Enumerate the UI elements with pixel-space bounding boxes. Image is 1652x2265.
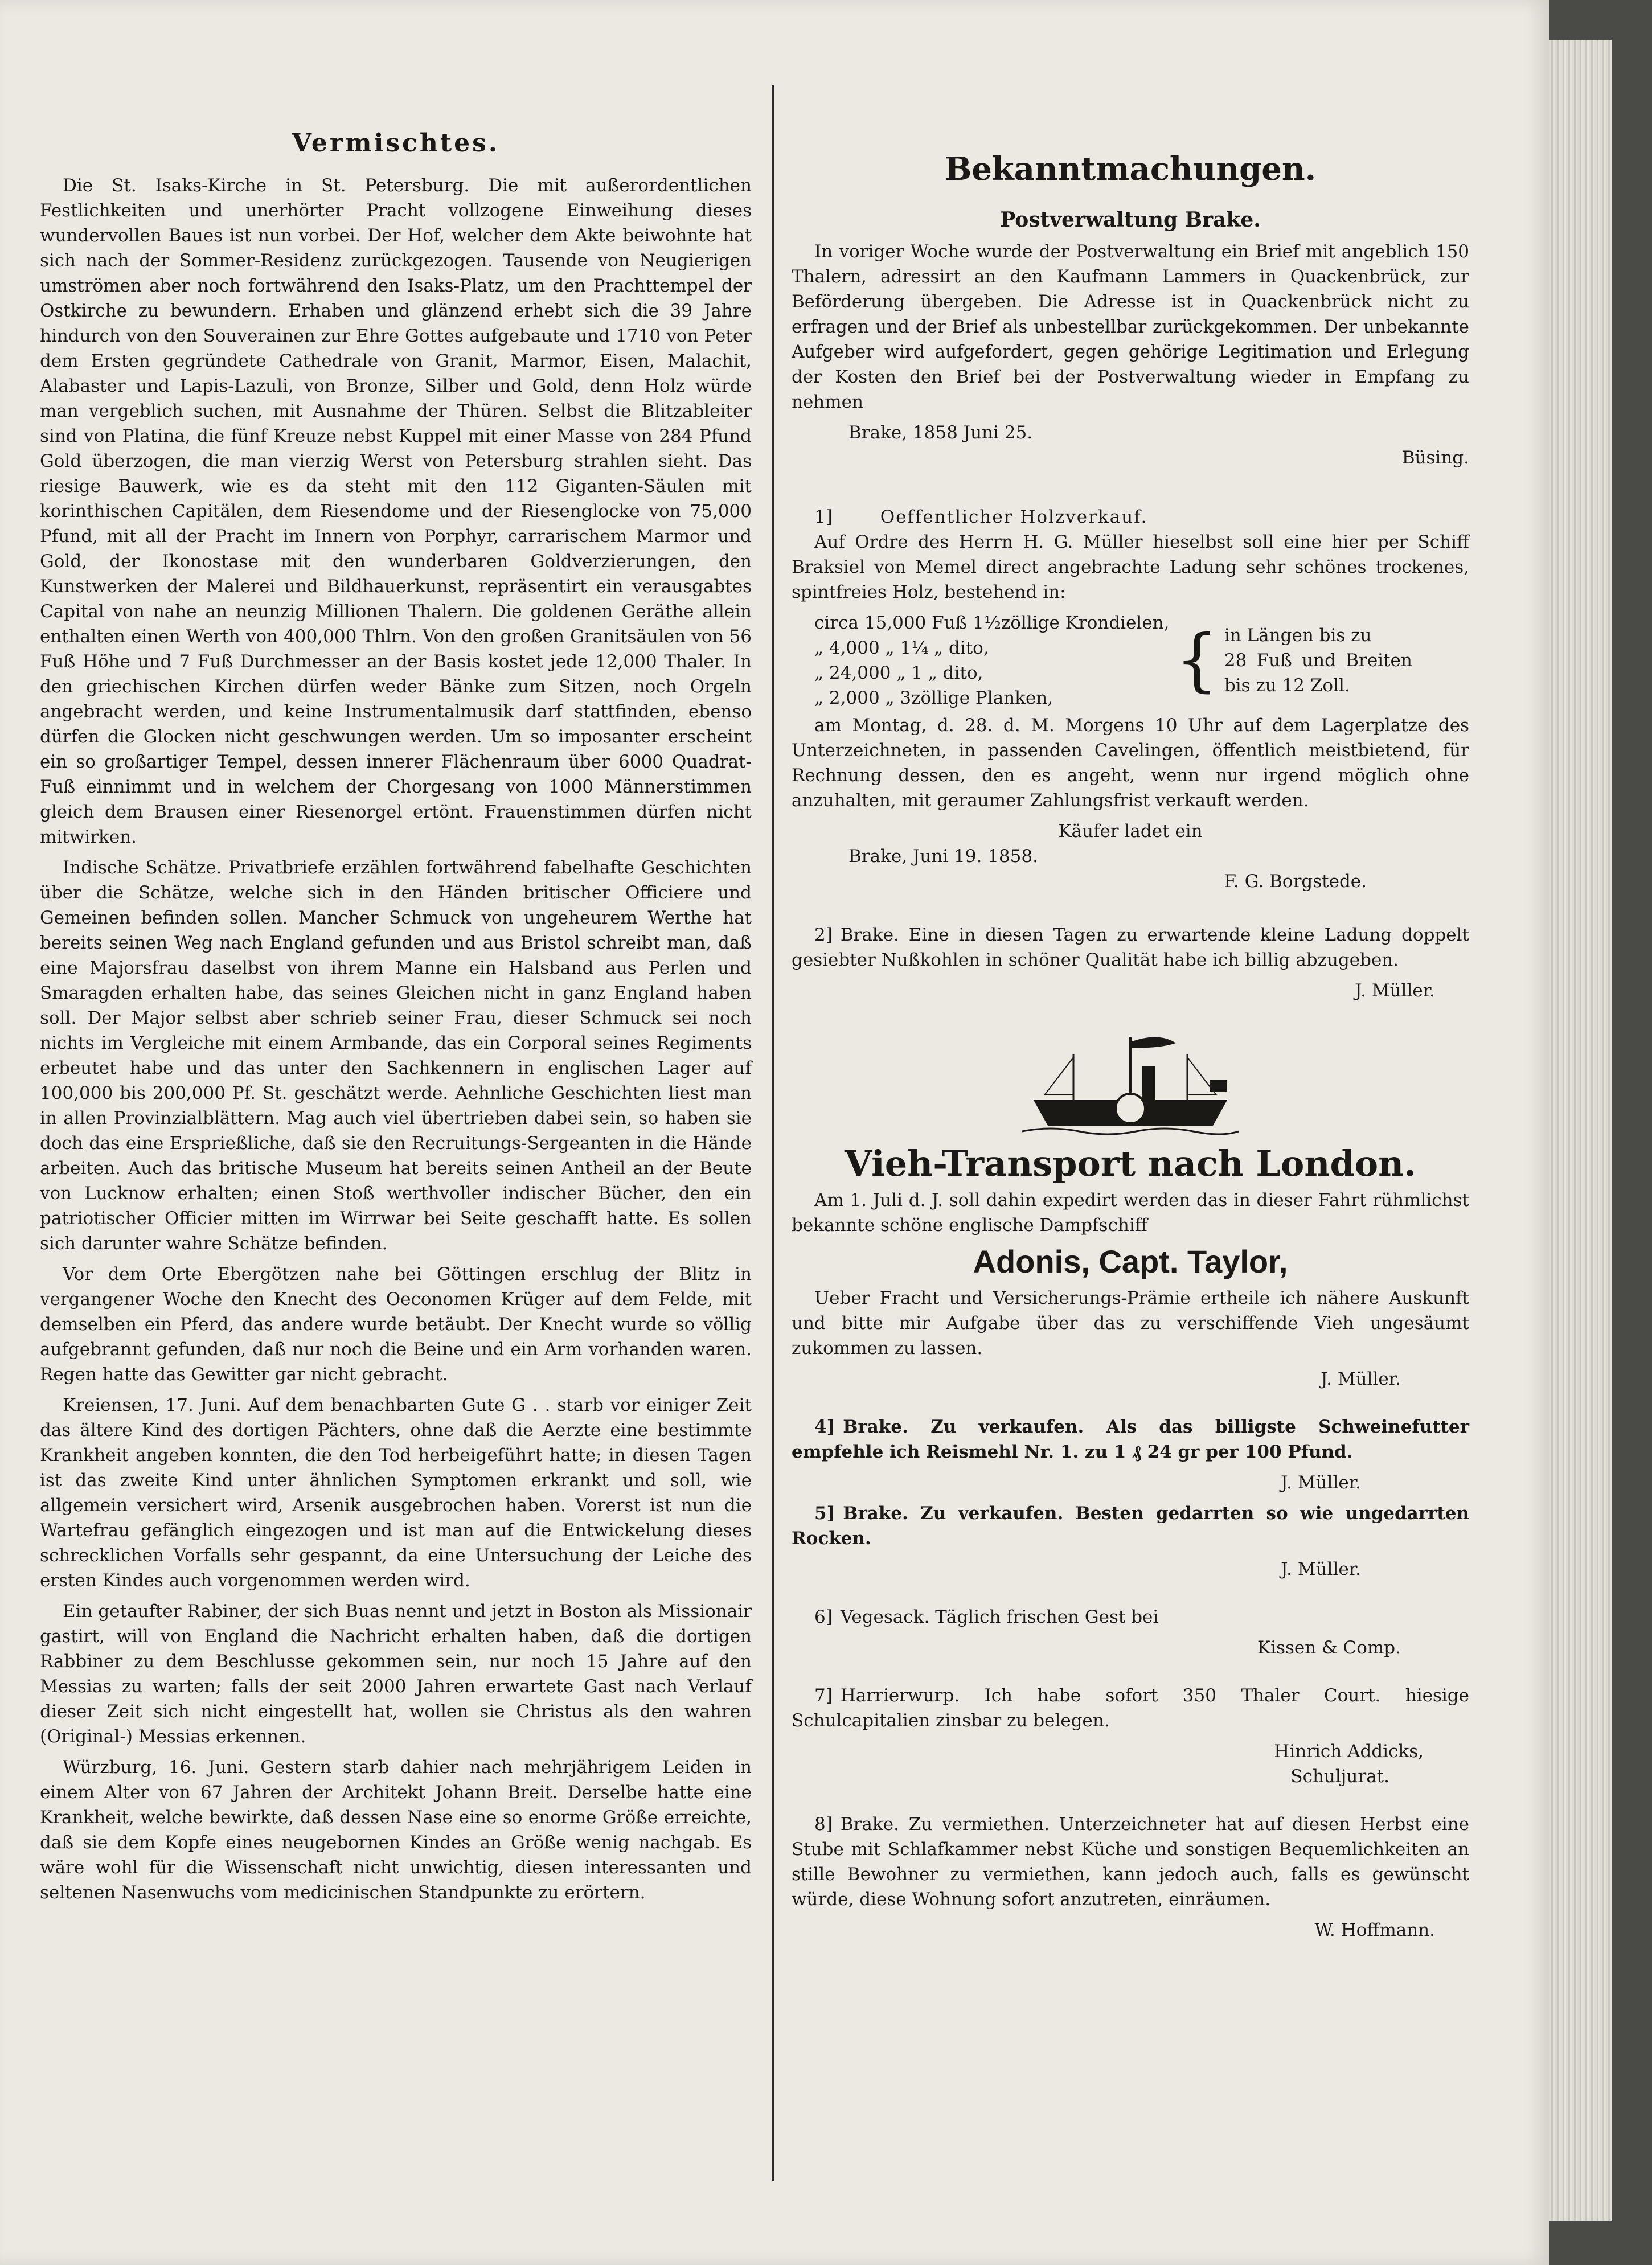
ad-text: Am 1. Juli d. J. soll dahin expedirt werden das in dieser Fahrt rühmlichst bekannte schöne englische Dampfschiff [792, 1190, 1469, 1236]
notice-postverwaltung [792, 207, 1469, 470]
article-indische-schaetze: Indische Schätze. Privatbriefe erzählen fortwährend fabelhafte Geschichten über die Schätze, welche sich in den Händen britischer Officiere und Gemeinen befinden sollen. Mancher Schmuck von ungeheurem Werthe hat bereits seinen Weg nach England gefunden und aus Bristol schreibt man, daß eine Majorsfrau daselbst von ihrem Manne ein Halsband aus Perlen und Smaragden erhalten habe, das seines Gleichen nicht in ganz England haben soll. Der Major selbst aber schrieb seiner Frau, dieser Schmuck sei noch nichts im Vergleiche mit einem Armbande, das ein Corporal seines Regiments erbeutet habe und das unter den Sachkennern in englischen Lager auf 100,000 bis 200,000 Pf. St. geschätzt werde. Aehnliche Geschichten liest man in allen Provinzialblättern. Mag auch viel übertrieben dabei sein, so haben sie doch das eine Ersprießliche, daß sie den Recruitungs-Sergeanten in die Hände arbeiten. Auch das britische Museum hat bereits seinen Antheil an der Beute von Lucknow erhalten; einen Stoß werthvoller indischer Bücher, den ein patriotischer Officier mitten im Wirrwar bei Seite geschafft hatte. Es sollen sich darunter wahre Schätze befinden. [40, 857, 752, 1254]
article-isaks-kirche: Die St. Isaks-Kirche in St. Petersburg. Die mit außerordentlichen Festlichkeiten und unerhörter Pracht vollzogene Einweihung dieses wundervollen Baues ist nun vorbei. Der Hof, welcher dem Akte beiwohnte hat sich nach der Sommer-Residenz zurückgezogen. Tausende von Neugierigen umströmen aber noch fortwährend den Isaks-Platz, um den Prachttempel der Ostkirche zu bewundern. Erhaben und glänzend erhebt sich die 39 Jahre hindurch von den Souverainen zur Ehre Gottes aufgebaute und 1710 von Peter dem Ersten gegründete Cathedrale von Granit, Marmor, Eisen, Malachit, Alabaster und Lapis-Lazuli, von Bronze, Silber und Gold, denn Holz würde man vergeblich suchen, mit Ausnahme der Thüren. Selbst die Blitzableiter sind von Platina, die fünf Kreuze nebst Kuppel mit einer Masse von 284 Pfund Gold überzogen, die man vierzig Werst von Petersburg strahlen sieht. Das riesige Bauwerk, wie es da steht mit den 112 Giganten-Säulen mit korinthischen Capitälen, dem Riesendome und der Riesenglocke von 75,000 Pfund, mit all der Pracht im Innern von Porphyr, carrarischem Marmor und Gold, der Ikonostase mit den wunderbaren Goldverzierungen, den Kunstwerken der Malerei und Bildhauerkunst, repräsentirt ein verausgabtes Capital von nahe an neunzig Millionen Thalern. Die goldenen Geräthe allein enthalten einen Werth von 400,000 Thlrn. Von den großen Granitsäulen von 56 Fuß Höhe und 7 Fuß Durchmesser an der Basis kostet jede 12,000 Thaler. In den griechischen Kirchen dürfen weder Bänke zum Sitzen, noch Orgeln angebracht werden, und keine Instrumentalmusik darf stattfinden, ebenso dürfen die Glocken nicht geschwungen werden. Um so imposanter erscheint ein so großartiger Tempel, dessen innerer Flächenraum über 6000 Quadrat-Fuß einnimmt und in welchem der Chorgesang von 1000 Männerstimmen gleich dem Brausen einer Riesenorgel ertönt. Frauenstimmen dürfen nicht mitwirken. [40, 175, 752, 847]
ad-place-date: Brake, Juni 19. 1858. [848, 846, 1038, 867]
ad-signature: J. Müller. [1281, 1559, 1361, 1579]
ad-number: 4] [814, 1417, 835, 1437]
ad-text [792, 1414, 1469, 1464]
ad-signature: J. Müller. [1355, 980, 1435, 1001]
ad-headline: Vieh-Transport nach London. [845, 1143, 1416, 1184]
article-wuerzburg: Würzburg, 16. Juni. Gestern starb dahier nach mehrjährigem Leiden in einem Alter von 67 Jahren der Architekt Johann Breit. Derselbe hatte eine Krankheit, welche bewirkte, daß dessen Nase eine so enorme Größe erreichte, daß sie dem Kopfe eines neugebornen Kindes an Größe wenig nachgab. Es wäre wohl für die Wissenschaft nicht unwichtig, diesen interessanten und seltenen Nasenwuchs vom medicinischen Standpunkte zu erörtern. [40, 1757, 752, 1903]
ad-text [792, 1501, 1469, 1551]
column-rule [772, 85, 774, 2181]
ad-body: Brake. Zu verkaufen. Besten gedarrten so wie ungedarrten Rocken. [792, 1503, 1469, 1549]
wood-line: „ 24,000 „ 1 „ dito, [814, 663, 983, 683]
ad-signature: J. Müller. [1321, 1369, 1401, 1389]
ad-schulcapitalien [792, 1683, 1469, 1789]
article-rabiner: Ein getaufter Rabiner, der sich Buas nennt und jetzt in Boston als Missionair gastirt, will von England die Nachricht erhalten haben, daß die dortigen Rabbiner zu dem Beschlusse gekommen sein, nur noch 15 Jahre auf den Messias zu warten; falls der seit 2000 Jahren erwartete Gast nach Verlauf dieser Zeit sich nicht eingestellt hat, wollen sie Christus als den wahren (Original-) Messias erkennen. [40, 1601, 752, 1747]
ad-number: 1] [814, 507, 833, 527]
ad-text: Auf Ordre des Herrn H. G. Müller hieselbst soll eine hier per Schiff Braksiel von Memel direct angebrachte Ladung sehr schönes trockenes, spintfreies Holz, bestehend in: [792, 532, 1469, 602]
ad-body: Harrierwurp. Ich habe sofort 350 Thaler Court. hiesige Schulcapitalien zinsbar zu belegen. [792, 1685, 1469, 1731]
ad-number: 2] [814, 925, 833, 945]
ad-reismehl [792, 1414, 1469, 1495]
ship-name: Adonis, Capt. Taylor, [973, 1244, 1288, 1279]
brace-glyph: { [1175, 621, 1219, 700]
ad-title: Oeffentlicher Holzverkauf. [880, 507, 1148, 527]
ad-text: Ueber Fracht und Versicherungs-Prämie ertheile ich nähere Auskunft und bitte mir Aufgabe über das zu verschiffende Vieh ungesäumt zukommen zu lassen. [792, 1288, 1469, 1359]
section-heading-vermischtes: Vermischtes. [292, 129, 500, 158]
ad-signature: J. Müller. [1281, 1472, 1361, 1493]
notice-text: In voriger Woche wurde der Postverwaltung ein Brief mit angeblich 150 Thalern, adressirt an den Kaufmann Lammers in Quackenbrück, zur Beförderung übergeben. Die Adresse ist in Quackenbrück nicht zu erfragen und der Brief als unbestellbar zurückgekommen. Der unbekannte Aufgeber wird aufgefordert, gegen gehörige Legitimation und Erlegung der Kosten den Brief bei der Postverwaltung wieder in Empfang zu nehmen [792, 241, 1469, 412]
wood-line: circa 15,000 Fuß 1½zöllige Krondielen, [814, 613, 1170, 633]
left-column [40, 102, 752, 1911]
wood-line: „ 2,000 „ 3zöllige Planken, [814, 688, 1053, 708]
ad-vermiethen [792, 1812, 1469, 1943]
ad-vieh-transport [792, 1143, 1469, 1392]
wood-dims: in Längen bis zu [1224, 625, 1372, 646]
ad-number: 8] [814, 1814, 833, 1835]
book-page-edges [1549, 40, 1612, 2221]
ad-gest [792, 1605, 1469, 1660]
ad-number: 5] [814, 1503, 835, 1524]
ad-text [792, 1605, 1469, 1630]
section-heading-bekanntmachungen: Bekanntmachungen. [944, 150, 1317, 188]
ad-body: Brake. Zu verkaufen. Als das billigste Schweinefutter empfehle ich Reismehl Nr. 1. zu 1 ₰ 24 gr per 100 Pfund. [792, 1417, 1469, 1462]
notice-signature: Büsing. [1401, 448, 1469, 468]
ad-text: am Montag, d. 28. d. M. Morgens 10 Uhr auf dem Lagerplatze des Unterzeichneten, in passenden Cavelingen, öffentlich meistbietend, für Rechnung dessen, den es angeht, wenn nur irgend möglich ohne anzuhalten, mit geraumer Zahlungsfrist verkauft werden. [792, 715, 1469, 811]
wood-dims: 28 Fuß und Breiten bis zu 12 Zoll. [1224, 650, 1412, 696]
ad-rocken [792, 1501, 1469, 1582]
notice-subhead: Postverwaltung Brake. [1000, 208, 1261, 232]
right-column [792, 102, 1469, 1943]
steamship-illustration [1022, 1026, 1239, 1140]
article-ebergoetzen: Vor dem Orte Ebergötzen nahe bei Göttingen erschlug der Blitz in vergangener Woche den Knecht des Oeconomen Krüger auf dem Felde, mit demselben ein Pferd, das andere wurde betäubt. Der Knecht wurde so völlig aufgebrannt gefunden, daß nur noch die Beine und ein Arm vorhanden waren. Regen hatte das Gewitter gar nicht gebracht. [40, 1264, 752, 1385]
ad-number: 6] [814, 1607, 833, 1627]
ad-text [792, 1812, 1469, 1912]
ad-invite: Käufer ladet ein [1058, 821, 1203, 842]
ad-signature: Hinrich Addicks, [1274, 1741, 1424, 1762]
ad-nusskohlen [792, 922, 1469, 1003]
ad-body: Vegesack. Täglich frischen Gest bei [840, 1607, 1159, 1627]
wood-list [814, 610, 1469, 711]
ad-signature: W. Hoffmann. [1314, 1920, 1435, 1940]
ad-body: Brake. Zu vermiethen. Unterzeichneter hat auf diesen Herbst eine Stube mit Schlafkammer nebst Küche und sonstigen Bequemlichkeiten an stille Bewohner zu vermiethen, kann jedoch auch, falls es gewünscht würde, diese Wohnung sofort anzutreten, einräumen. [792, 1814, 1469, 1910]
wood-line: „ 4,000 „ 1¼ „ dito, [814, 638, 989, 658]
ad-body: Brake. Eine in diesen Tagen zu erwartende kleine Ladung doppelt gesiebter Nußkohlen in schöner Qualität habe ich billig abzugeben. [792, 925, 1469, 970]
ad-text [792, 922, 1469, 973]
ad-holzverkauf [792, 504, 1469, 894]
ad-signature-title: Schuljurat. [1290, 1766, 1389, 1787]
ad-text [792, 1683, 1469, 1733]
ad-number: 7] [814, 1685, 833, 1706]
ad-signature: Kissen & Comp. [1257, 1638, 1401, 1658]
ad-signature: F. G. Borgstede. [1224, 871, 1367, 892]
notice-place-date: Brake, 1858 Juni 25. [848, 422, 1033, 443]
article-kreiensen: Kreiensen, 17. Juni. Auf dem benachbarten Gute G . . starb vor einiger Zeit das ältere Kind des dortigen Pächters, ohne daß die Aerzte eine bestimmte Krankheit angeben konnten, die den Tod herbeigeführt hatte; in diesen Tagen ist das zweite Kind unter ähnlichen Symptomen erkrankt und soll, wie allgemein versichert wird, Arsenik ausgebrochen haben. Vorerst ist nun die Wartefrau gefänglich eingezogen und ist man auf die Entwickelung dieses schrecklichen Vorfalls sehr gespannt, da eine Untersuchung der Leiche des ersten Kindes auch vorgenommen werden wird. [40, 1395, 752, 1591]
